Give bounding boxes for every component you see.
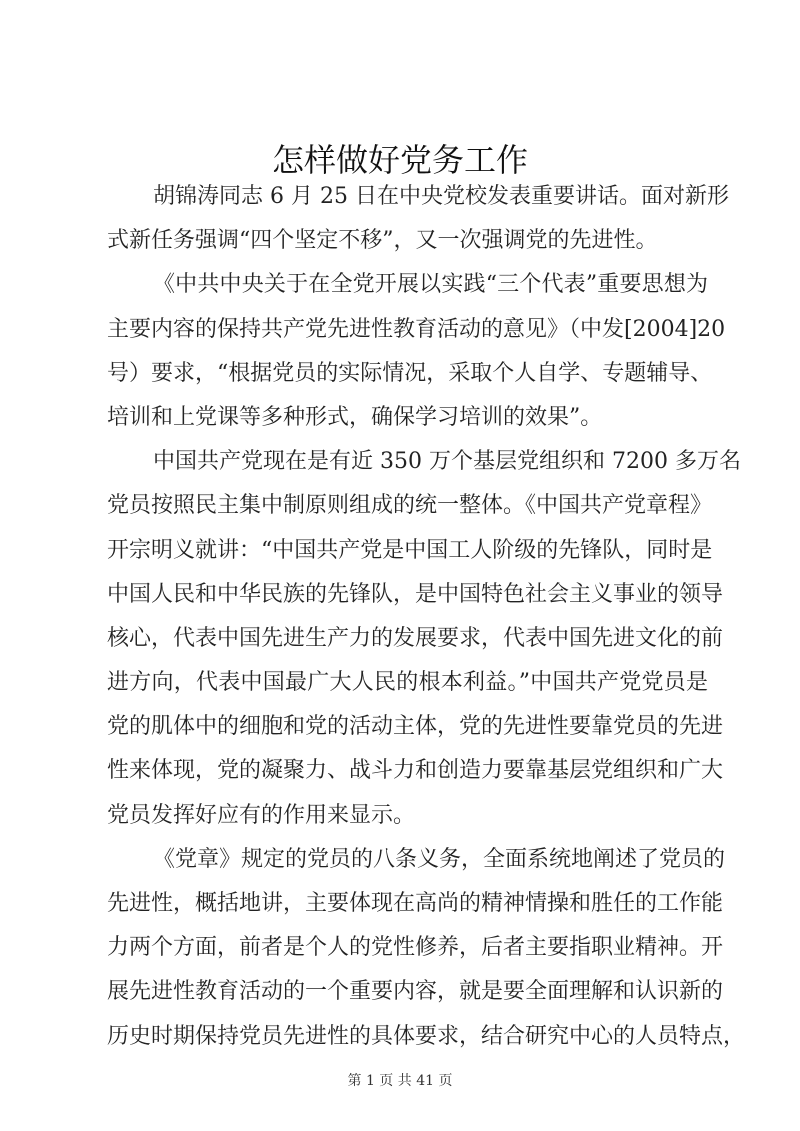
text-line: 性来体现，党的凝聚力、战斗力和创造力要靠基层党组织和广大: [107, 758, 724, 784]
text-line: 《党章》规定的党员的八条义务，全面系统地阐述了党员的: [153, 846, 726, 872]
text-line: 胡锦涛同志 6 月 25 日在中央党校发表重要讲话。面对新形: [153, 184, 729, 209]
paragraph: [107, 440, 741, 838]
text-line: 号）要求，“根据党员的实际情况，采取个人自学、专题辅导、: [107, 360, 713, 386]
page-footer: 第 1 页 共 41 页: [347, 1073, 453, 1089]
text-line: 进方向，代表中国最广大人民的根本利益。”中国共产党党员是: [107, 670, 708, 696]
text-line: 主要内容的保持共产党先进性教育活动的意见》（中发[2004]20: [107, 316, 726, 342]
text-line: 式新任务强调“四个坚定不移”，又一次强调党的先进性。: [107, 228, 658, 254]
paragraph: [107, 263, 726, 440]
text-line: 先进性，概括地讲，主要体现在高尚的精神情操和胜任的工作能: [107, 891, 724, 916]
text-line: 党员按照民主集中制原则组成的统一整体。《中国共产党章程》: [107, 493, 713, 519]
text-line: 展先进性教育活动的一个重要内容，就是要全面理解和认识新的: [107, 979, 724, 1005]
text-line: 中国共产党现在是有近 350 万个基层党组织和 7200 多万名: [153, 449, 741, 475]
text-line: 中国人民和中华民族的先锋队，是中国特色社会主义事业的领导: [107, 581, 724, 607]
text-line: 力两个方面，前者是个人的党性修养，后者主要指职业精神。开: [107, 935, 724, 961]
text-line: 党的肌体中的细胞和党的活动主体，党的先进性要靠党员的先进: [107, 714, 724, 740]
text-line: 历史时期保持党员先进性的具体要求，结合研究中心的人员特点，: [107, 1023, 746, 1049]
document-title: 怎样做好党务工作: [271, 141, 528, 179]
text-line: 培训和上党课等多种形式，确保学习培训的效果”。: [107, 404, 603, 430]
paragraph: [107, 838, 746, 1059]
text-line: 《中共中央关于在全党开展以实践“三个代表”重要思想为: [153, 272, 708, 298]
text-line: 核心，代表中国先进生产力的发展要求，代表中国先进文化的前: [107, 625, 724, 651]
text-line: 开宗明义就讲：“中国共产党是中国工人阶级的先锋队，同时是: [107, 537, 713, 563]
document-body: [107, 175, 746, 1059]
paragraph: [107, 175, 729, 263]
text-line: 党员发挥好应有的作用来显示。: [107, 802, 416, 828]
